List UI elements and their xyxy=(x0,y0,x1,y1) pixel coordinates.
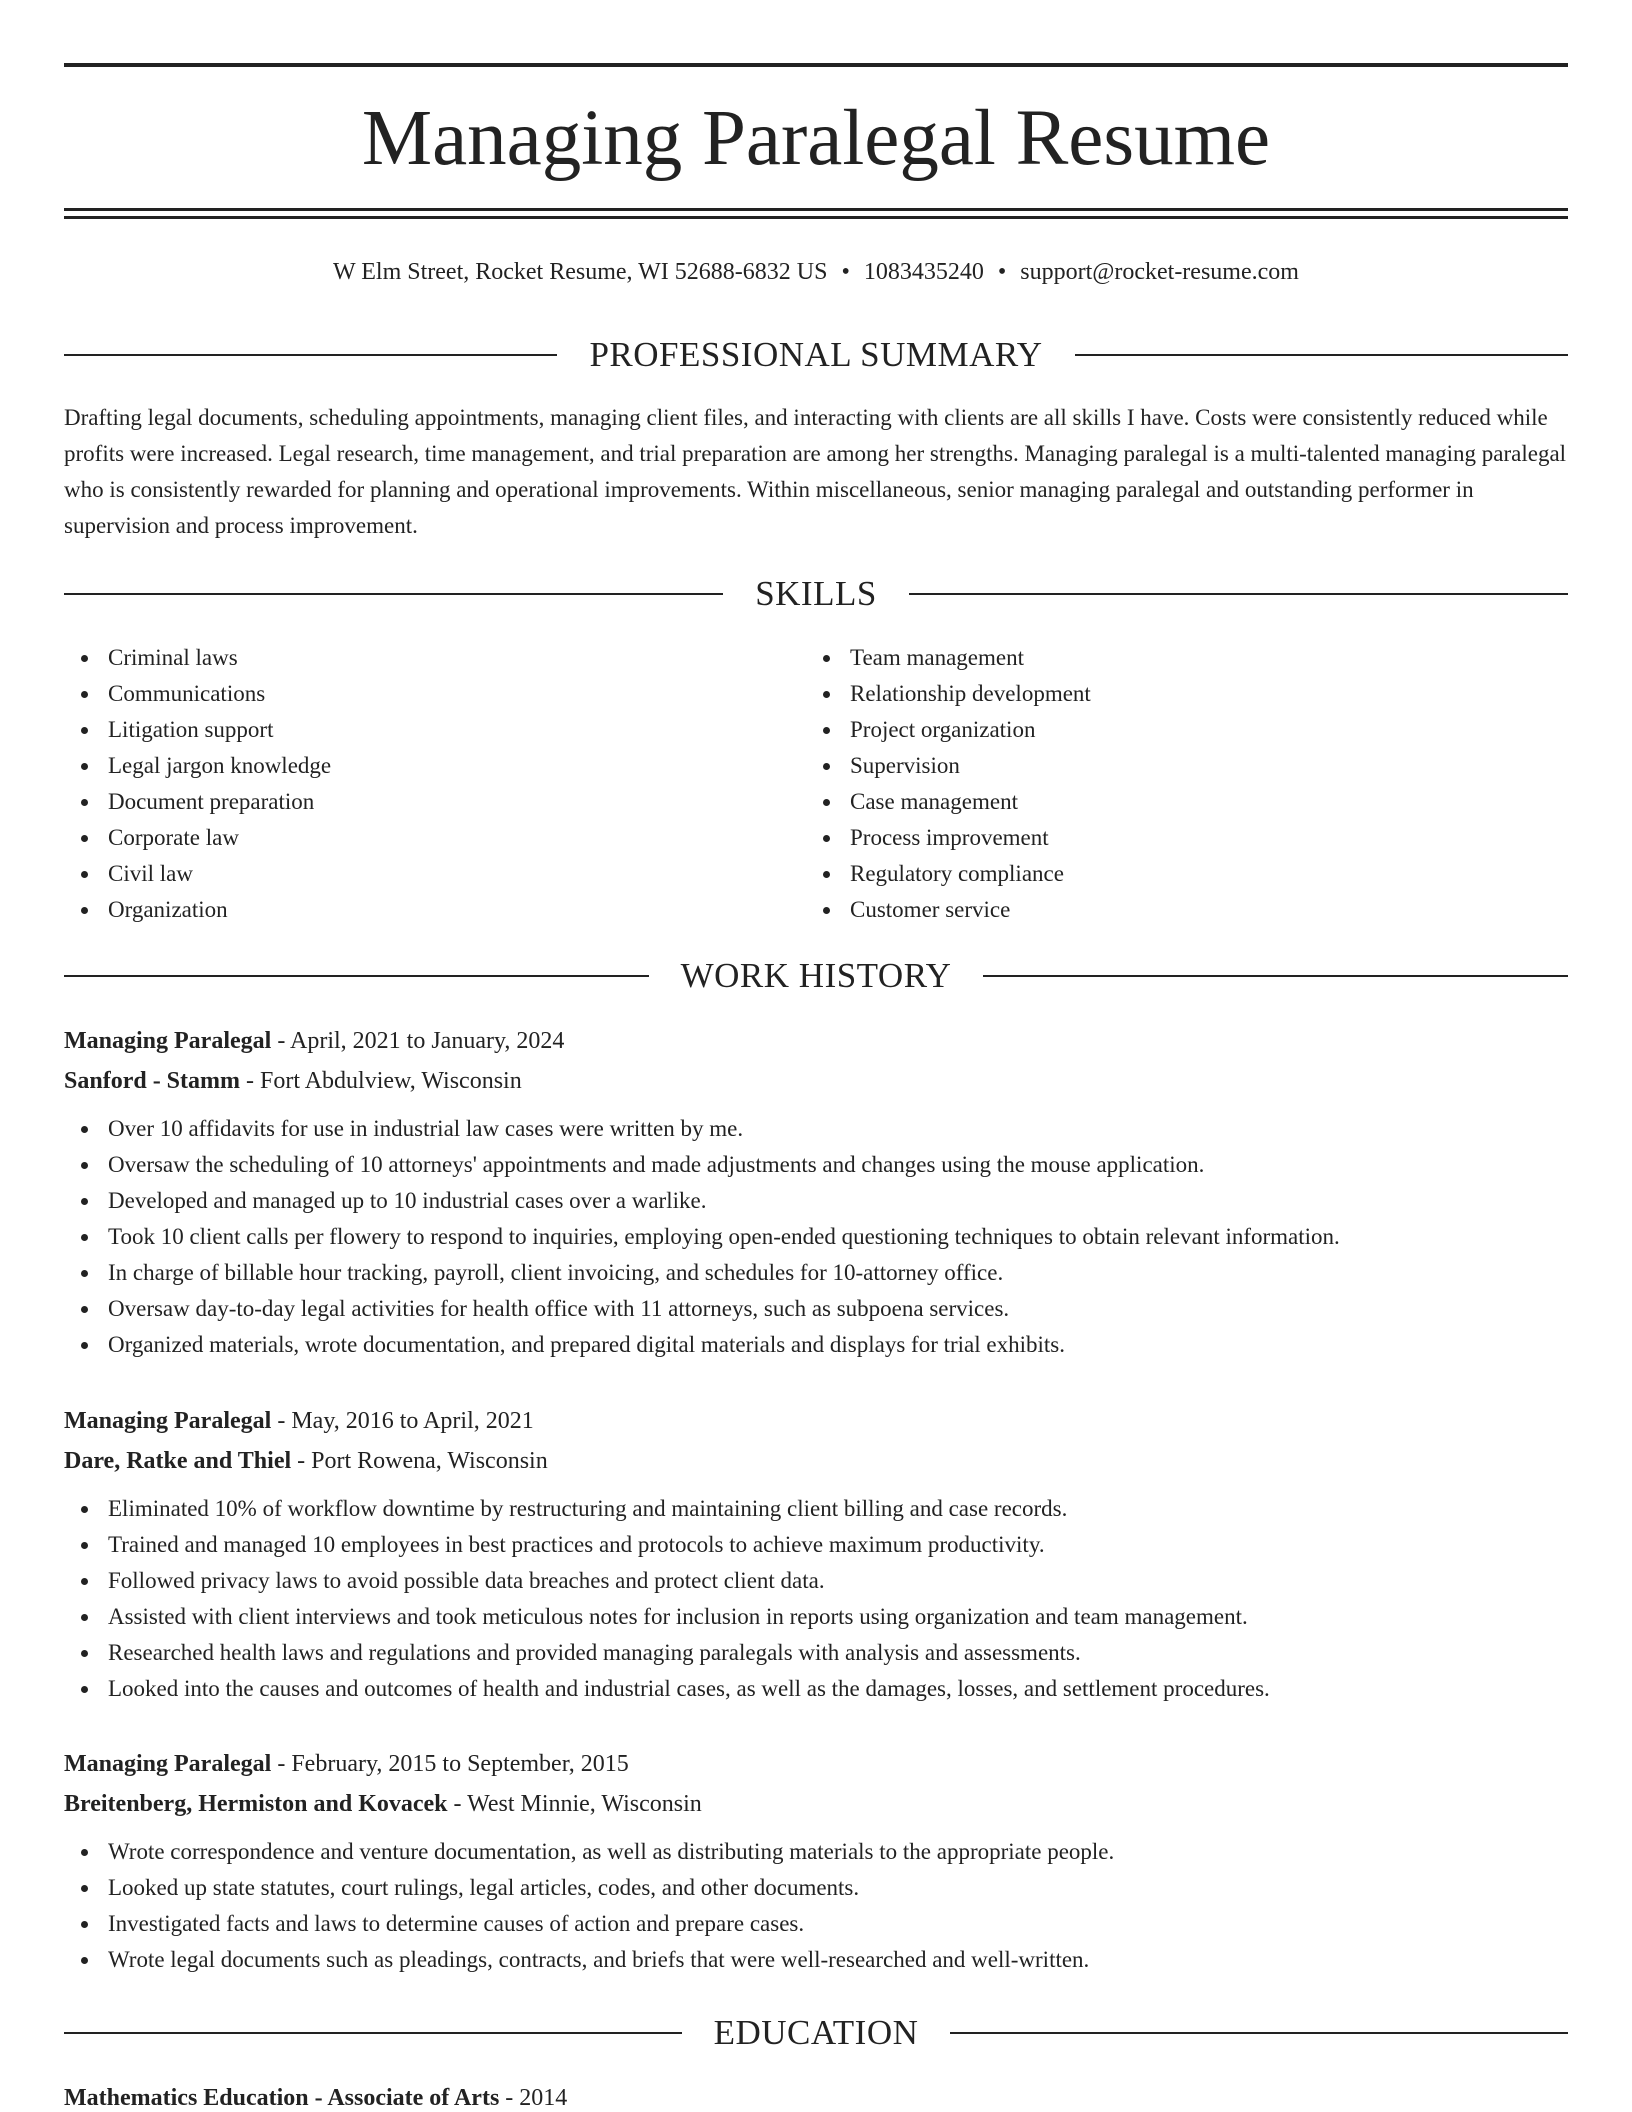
job-bullet: Looked into the causes and outcomes of health and industrial cases, as well as the damages, losses, and settlement procedures. xyxy=(64,1671,1568,1707)
job-entry xyxy=(64,1744,1568,1978)
summary-text: Drafting legal documents, scheduling appointments, managing client files, and interacting with clients are all skills I have. Costs were consistently reduced while profits were increased. Legal research, time management, and trial preparation are among her strengths. Managing paralegal is a multi-talented managing paralegal who is consistently rewarded for planning and operational improvements. Within miscellaneous, senior managing paralegal and outstanding performer in supervision and process improvement. xyxy=(64,405,1567,538)
skills-heading xyxy=(64,572,1568,616)
contact-separator: • xyxy=(841,259,850,285)
job-bullets xyxy=(64,1111,1568,1363)
job-title: Managing Paralegal xyxy=(64,1408,272,1434)
skills-column-right xyxy=(806,640,1548,928)
heading-rule-right xyxy=(983,975,1568,977)
heading-rule-left xyxy=(64,2032,682,2034)
job-title-line xyxy=(64,1744,1568,1784)
job-title-line xyxy=(64,1021,1568,1061)
job-bullet: Wrote correspondence and venture documentation, as well as distributing materials to the appropriate people. xyxy=(64,1834,1568,1870)
summary-heading-label: PROFESSIONAL SUMMARY xyxy=(589,335,1043,374)
skill-item: Project organization xyxy=(806,712,1548,748)
job-bullet: Researched health laws and regulations and provided managing paralegals with analysis and assessments. xyxy=(64,1635,1568,1671)
job-bullet: Oversaw the scheduling of 10 attorneys' appointments and made adjustments and changes using the mouse application. xyxy=(64,1147,1568,1183)
job-entry xyxy=(64,1021,1568,1363)
skill-item: Relationship development xyxy=(806,676,1548,712)
work-history-heading xyxy=(64,954,1568,998)
skill-item: Process improvement xyxy=(806,820,1548,856)
heading-rule-left xyxy=(64,593,723,595)
contact-separator: • xyxy=(997,259,1007,285)
header-rule-lower xyxy=(64,216,1568,219)
job-bullet: Trained and managed 10 employees in best practices and protocols to achieve maximum productivity. xyxy=(64,1527,1568,1563)
job-bullet: Looked up state statutes, court rulings, legal articles, codes, and other documents. xyxy=(64,1870,1568,1906)
skill-item: Organization xyxy=(64,892,806,928)
job-company-line xyxy=(64,1061,1568,1101)
skill-item: Document preparation xyxy=(64,784,806,820)
job-bullet: Took 10 client calls per flowery to respond to inquiries, employing open-ended questioning techniques to obtain relevant information. xyxy=(64,1219,1568,1255)
job-dates: - May, 2016 to April, 2021 xyxy=(271,1408,534,1434)
job-dates: - April, 2021 to January, 2024 xyxy=(271,1028,565,1054)
job-bullet: In charge of billable hour tracking, payroll, client invoicing, and schedules for 10-attorney office. xyxy=(64,1255,1568,1291)
skills-heading-label: SKILLS xyxy=(755,574,877,613)
heading-rule-left xyxy=(64,354,557,356)
heading-rule-right xyxy=(1075,354,1568,356)
contact-address: W Elm Street, Rocket Resume, WI 52688-6832 US xyxy=(333,259,828,285)
skill-item: Supervision xyxy=(806,748,1548,784)
page-title: Managing Paralegal Resume xyxy=(361,95,1271,182)
job-bullets xyxy=(64,1491,1568,1707)
job-location: - Port Rowena, Wisconsin xyxy=(291,1448,548,1474)
skill-item: Team management xyxy=(806,640,1548,676)
job-company-line xyxy=(64,1784,1568,1824)
education-heading xyxy=(64,2011,1568,2055)
contact-email: support@rocket-resume.com xyxy=(1020,259,1299,285)
summary-heading xyxy=(64,333,1568,377)
skills-list xyxy=(64,640,1568,928)
education-heading-label: EDUCATION xyxy=(713,2013,919,2052)
job-bullet: Wrote legal documents such as pleadings, contracts, and briefs that were well-researched and well-written. xyxy=(64,1942,1568,1978)
contact-phone: 1083435240 xyxy=(863,259,984,285)
job-entry xyxy=(64,1401,1568,1707)
job-bullet: Developed and managed up to 10 industrial cases over a warlike. xyxy=(64,1183,1568,1219)
header-rule-upper xyxy=(64,208,1568,211)
skills-column-left xyxy=(64,640,806,928)
job-company: Sanford - Stamm xyxy=(64,1068,241,1094)
skill-item: Regulatory compliance xyxy=(806,856,1548,892)
education-year: - 2014 xyxy=(499,2085,568,2111)
heading-rule-right xyxy=(909,593,1568,595)
skill-item: Civil law xyxy=(64,856,806,892)
top-rule xyxy=(64,63,1568,67)
education-degree: Mathematics Education - Associate of Arts xyxy=(64,2085,500,2111)
skill-item: Customer service xyxy=(806,892,1548,928)
job-bullet: Investigated facts and laws to determine causes of action and prepare cases. xyxy=(64,1906,1568,1942)
job-title: Managing Paralegal xyxy=(64,1751,272,1777)
job-location: - Fort Abdulview, Wisconsin xyxy=(240,1068,522,1094)
skill-item: Litigation support xyxy=(64,712,806,748)
job-bullets xyxy=(64,1834,1568,1978)
skill-item: Communications xyxy=(64,676,806,712)
job-bullet: Over 10 affidavits for use in industrial law cases were written by me. xyxy=(64,1111,1568,1147)
job-bullet: Organized materials, wrote documentation, and prepared digital materials and displays for trial exhibits. xyxy=(64,1327,1568,1363)
heading-rule-left xyxy=(64,975,649,977)
skill-item: Criminal laws xyxy=(64,640,806,676)
heading-rule-right xyxy=(950,2032,1568,2034)
job-company-line xyxy=(64,1441,1568,1481)
skill-item: Case management xyxy=(806,784,1548,820)
education-entry xyxy=(64,2081,1568,2112)
job-dates: - February, 2015 to September, 2015 xyxy=(271,1751,629,1777)
job-company: Breitenberg, Hermiston and Kovacek xyxy=(64,1791,448,1817)
work-history-heading-label: WORK HISTORY xyxy=(680,956,952,995)
job-bullet: Followed privacy laws to avoid possible data breaches and protect client data. xyxy=(64,1563,1568,1599)
skill-item: Corporate law xyxy=(64,820,806,856)
contact-line xyxy=(64,254,1568,290)
job-company: Dare, Ratke and Thiel xyxy=(64,1448,292,1474)
job-bullet: Eliminated 10% of workflow downtime by restructuring and maintaining client billing and case records. xyxy=(64,1491,1568,1527)
job-bullet: Assisted with client interviews and took meticulous notes for inclusion in reports using organization and team management. xyxy=(64,1599,1568,1635)
skill-item: Legal jargon knowledge xyxy=(64,748,806,784)
job-location: - West Minnie, Wisconsin xyxy=(447,1791,702,1817)
job-title: Managing Paralegal xyxy=(64,1028,272,1054)
job-title-line xyxy=(64,1401,1568,1441)
job-bullet: Oversaw day-to-day legal activities for health office with 11 attorneys, such as subpoena services. xyxy=(64,1291,1568,1327)
